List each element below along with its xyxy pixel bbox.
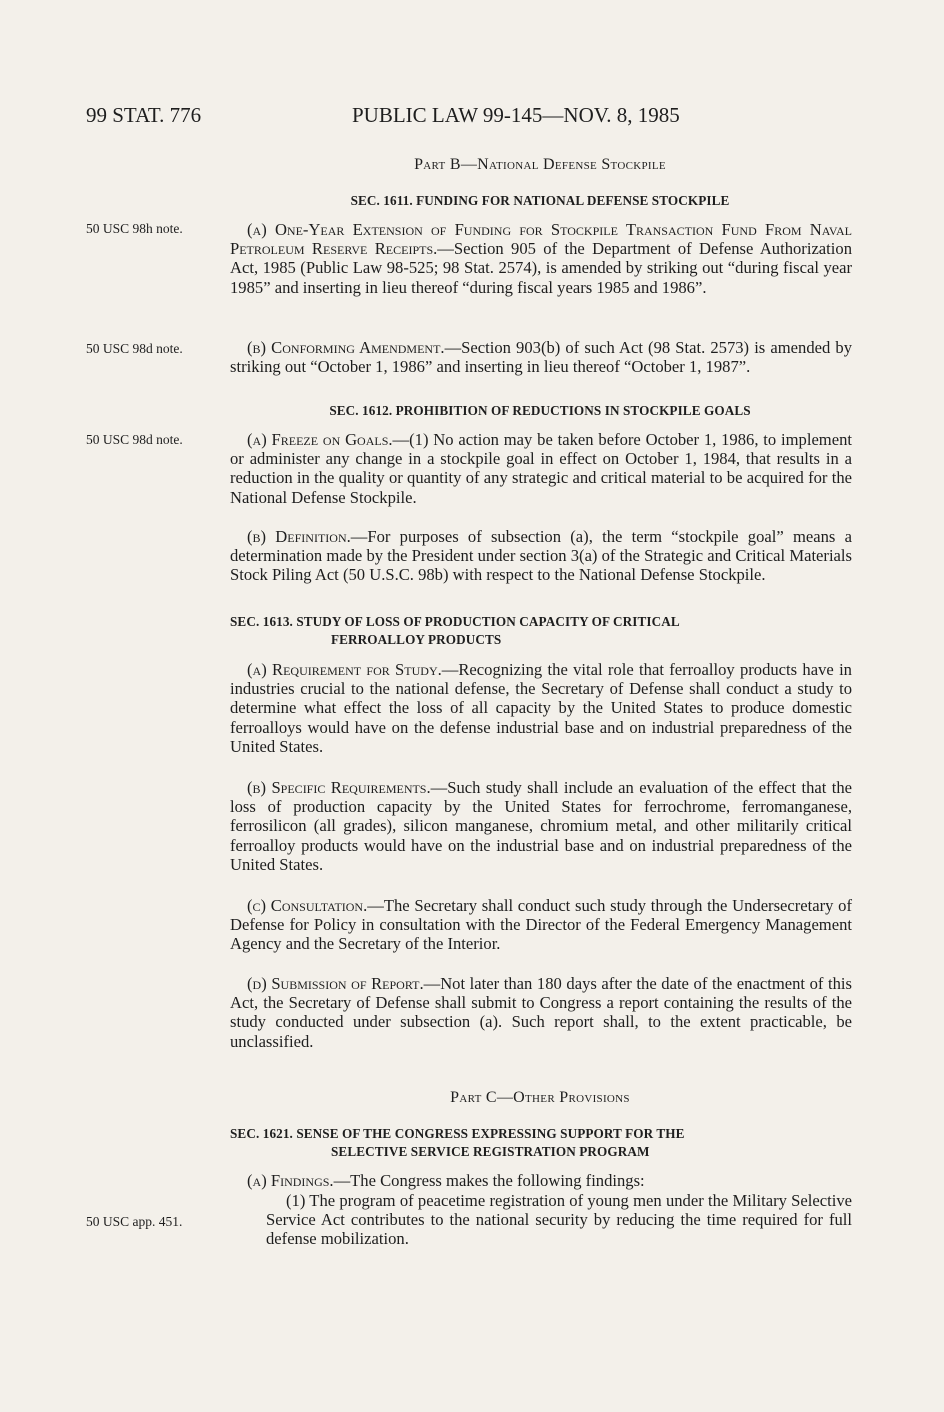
sec-1621-a-heading: (a) Findings. (247, 1171, 334, 1190)
sec-1613-d (230, 974, 852, 1051)
margin-note-50usc98d-1: 50 USC 98d note. (86, 341, 183, 356)
part-b-title: Part B—National Defense Stockpile (414, 156, 666, 173)
margin-note-50usc-app451: 50 USC app. 451. (86, 1214, 183, 1229)
sec-1613-c (230, 896, 852, 954)
sec-1612-a-text: —(1) No action may be taken before October 1, 1986, to implement or administer any change in a stockpile goal in effect on October 1, 1984, that results in a reduction in the quality or quantity of any strategic and critical material to be acquired for the National Defense Stockpile. (230, 430, 852, 507)
sec-1613-a-text: —Recognizing the vital role that ferroalloy products have in industries crucial to the national defense, the Secretary of Defense shall conduct a study to determine what effect the loss of all capacity by the United States to produce domestic ferroalloys would have on the defense industrial base and on industrial preparedness of the United States. (230, 660, 852, 756)
sec-1613-b-heading: (b) Specific Requirements. (247, 778, 431, 797)
sec-1612-b-text: —For purposes of subsection (a), the term “stockpile goal” means a determination made by the President under section 3(a) of the Strategic and Critical Materials Stock Piling Act (50 U.S.C. 98b) with respect to the National Defense Stockpile. (230, 527, 852, 585)
sec-1621-title-line1: SEC. 1621. SENSE OF THE CONGRESS EXPRESSING SUPPORT FOR THE (230, 1126, 685, 1141)
sec-1612-a (230, 430, 852, 507)
sec-1621-a-item1: (1) The program of peacetime registration of young men under the Military Selective Service Act contributes to the national security by reducing the time required for full defense mobilization. (266, 1191, 852, 1249)
sec-1613-title-line2: FERROALLOY PRODUCTS (331, 632, 502, 647)
sec-1613-c-text: —The Secretary shall conduct such study through the Undersecretary of Defense for Policy in consultation with the Director of the Federal Emergency Management Agency and the Secretary of the Interior. (230, 896, 852, 954)
margin-note-50usc98d-2: 50 USC 98d note. (86, 432, 183, 447)
sec-1621-a-text: —The Congress makes the following findings: (333, 1171, 645, 1190)
sec-1611-b-heading: (b) Conforming Amendment. (247, 338, 445, 357)
sec-1613-b (230, 778, 852, 874)
sec-1611-a-text: —Section 905 of the Department of Defense Authorization Act, 1985 (Public Law 98-525; 98 Stat. 2574), is amended by striking out “during fiscal year 1985” and inserting in lieu thereof “during fiscal years 1985 and 1986”. (230, 239, 852, 297)
sec-1612-a-heading: (a) Freeze on Goals. (247, 430, 393, 449)
law-title-header: PUBLIC LAW 99-145—NOV. 8, 1985 (352, 103, 680, 127)
margin-note-50usc98h: 50 USC 98h note. (86, 221, 183, 236)
sec-1612-b (230, 527, 852, 585)
sec-1621-title-line2: SELECTIVE SERVICE REGISTRATION PROGRAM (331, 1144, 650, 1159)
part-c-title: Part C—Other Provisions (450, 1089, 630, 1106)
sec-1611-a-heading: (a) One-Year Extension of Funding for Stockpile Transaction Fund From Naval Petroleum Reserve Receipts. (230, 220, 852, 259)
sec-1613-c-heading: (c) Consultation. (247, 896, 368, 915)
sec-1611-b (230, 338, 852, 376)
sec-1613-d-heading: (d) Submission of Report. (247, 974, 424, 993)
sec-1613-a (230, 660, 852, 756)
sec-1613-title-line1: SEC. 1613. STUDY OF LOSS OF PRODUCTION CAPACITY OF CRITICAL (230, 614, 680, 629)
sec-1611-a (230, 220, 852, 297)
sec-1613-a-heading: (a) Requirement for Study. (247, 660, 442, 679)
sec-1613-d-text: —Not later than 180 days after the date of the enactment of this Act, the Secretary of Defense shall submit to Congress a report containing the results of the study conducted under subsection (a). Such report shall, to the extent practicable, be unclassified. (230, 974, 852, 1051)
sec-1611-b-text: —Section 903(b) of such Act (98 Stat. 2573) is amended by striking out “October 1, 1986” and inserting in lieu thereof “October 1, 1987”. (230, 338, 852, 377)
sec-1621-a (230, 1171, 852, 1190)
sec-1613-b-text: —Such study shall include an evaluation of the effect that the loss of production capacity by the United States for ferrochrome, ferromanganese, ferrosilicon (all grades), silicon manganese, chromium metal, and other militarily critical ferroalloy products would have on the industrial base and on industrial preparedness of the United States. (230, 778, 853, 874)
sec-1612-b-heading: (b) Definition. (247, 527, 351, 546)
sec-1611-title: SEC. 1611. FUNDING FOR NATIONAL DEFENSE STOCKPILE (350, 193, 730, 208)
sec-1612-title: SEC. 1612. PROHIBITION OF REDUCTIONS IN STOCKPILE GOALS (329, 403, 751, 418)
stat-page-number: 99 STAT. 776 (86, 103, 202, 127)
